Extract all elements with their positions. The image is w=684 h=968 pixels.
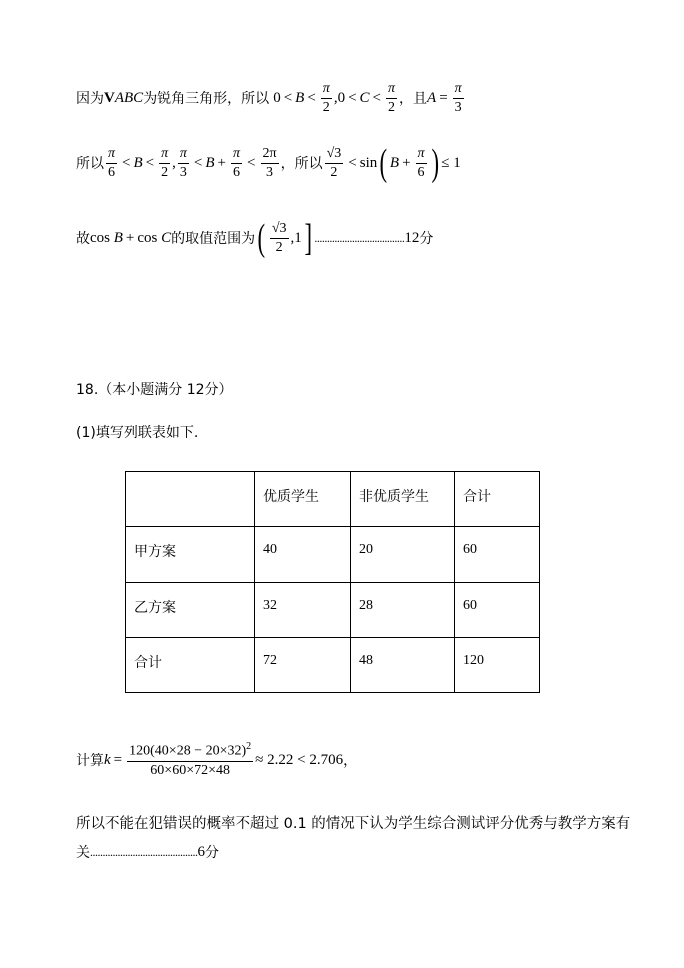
table-row [126,527,540,582]
table-cell: 40 [255,527,351,582]
score-unit: 分 [205,845,219,861]
var-B: B [389,154,400,171]
var-C: C [161,229,172,246]
table-cell: 120 [455,637,540,692]
calc-line: 计算 k = $\frac{120(40\times 28 - 20\times 32)^2}{60\times 60\times 72\times 48}$ ≈ 2.22 < 2.706 ， [76,741,358,778]
table-row [126,582,540,637]
conclusion-line-1: 所以不能在犯错误的概率不超过 0.1 的情况下认为学生综合测试评分优秀与教学方案有 [76,816,631,832]
var-B: B [205,154,215,171]
table-header-cell: 合计 [455,472,540,527]
math-line-3: 故 cos B + cos C 的取值范围为 ( $\frac{√3}{2}$ , 1 ] .................................... 12 分 [76,216,434,259]
var-C: C [359,89,370,106]
text: 因为 [76,91,104,107]
fraction-pi-6: $\frac{\pi}{6}$ [108,145,116,180]
table-cell: 32 [255,582,351,637]
table-cell: 合计 [126,637,255,692]
table-cell: 60 [455,527,540,582]
lt: < [372,89,382,106]
fraction-pi-3: $\frac{\pi}{3}$ [454,80,462,115]
var-A: A [427,89,437,106]
sin-func: sin [359,154,378,171]
table-cell: 72 [255,637,351,692]
table-row [126,637,540,692]
fraction-pi-2: $\frac{\pi}{2}$ [161,145,169,180]
num: 0 [337,89,346,106]
table-cell: 20 [351,527,455,582]
text: 故 [76,231,90,247]
var-abc: ABC [114,89,144,106]
triangle-symbol: V [104,89,115,106]
var-B: B [133,154,143,171]
lt: < [307,89,316,106]
text: ，所以 [280,156,323,172]
text: 为锐角三角形，所以 [143,91,270,107]
exponent: 2 [246,741,252,753]
table-cell: 甲方案 [126,527,255,582]
table-header-row [126,472,540,527]
denominator: 60×60×72×48 [150,762,230,778]
var-B: B [113,229,123,246]
conclusion-line-2 [76,842,219,862]
var-B: B [295,89,305,106]
text: 的取值范围为 [171,231,256,247]
score: 12 [404,229,420,246]
table-header-cell: 非优质学生 [351,472,455,527]
fraction-pi-2: $\frac{\pi}{2}$ [388,80,396,115]
fraction-pi-2: $\frac{\pi}{2}$ [322,80,330,115]
table-cell: 28 [351,582,455,637]
fraction-2pi-3: $\frac{2\pi}{3}$ [262,145,277,180]
right-bracket: ] [304,216,312,259]
numerator: 120(40×28 − 20×32) [129,743,247,759]
le-one: ≤ 1 [441,154,461,171]
right-paren: ) [431,141,439,184]
fraction-pi-6: $\frac{\pi}{6}$ [233,145,241,180]
table-header-cell [126,472,255,527]
text: 关 [76,845,90,861]
math-line-2: 所以 $\frac{\pi}{6}$ < B < $\frac{\pi}{2}$ , $\frac{\pi}{3}$ < B + $\frac{\pi}{6}$ < $\frac{2\pi}{3}$ ，所以 $\frac{√3}{2}$ < sin ( B + $\frac{\pi}{6}$ ) ≤ 1 [76,141,461,184]
text: 计算 [76,753,104,769]
fraction-sqrt3-2: $\frac{√3}{2}$ [326,145,342,180]
chi-square-fraction [127,742,253,778]
left-paren: ( [379,141,388,184]
comma: , [333,89,338,106]
score: 6 [197,843,205,860]
var-k: k [104,751,111,768]
comma: ， [343,753,358,769]
text: ，且 [399,91,428,107]
result: ≈ 2.22 < 2.706 [255,751,344,768]
fraction-sqrt3-2: $\frac{√3}{2}$ [271,220,287,255]
lt: < [283,89,293,106]
fraction-pi-3: $\frac{\pi}{3}$ [179,145,187,180]
table-cell: 60 [455,582,540,637]
cos-func: cos [90,229,110,246]
lt: < [348,89,357,106]
table-cell: 乙方案 [126,582,255,637]
part-1-label: (1)填写列联表如下. [76,425,199,441]
num: 0 [273,89,281,106]
num: 1 [294,229,302,246]
text: 所以 [76,156,104,172]
question-heading: 18.（本小题满分 12分） [76,382,233,398]
math-line-1 [76,78,466,118]
fraction-pi-6: $\frac{\pi}{6}$ [417,145,425,180]
left-paren: ( [257,216,266,259]
eq: = [439,89,448,106]
dot-leader: ........................................... [90,844,198,859]
table-cell: 48 [351,637,455,692]
dot-leader: .................................... [314,230,405,245]
contingency-table [125,471,540,693]
score-unit: 分 [419,231,434,247]
cos-func: cos [137,229,158,246]
table-header-cell: 优质学生 [255,472,351,527]
